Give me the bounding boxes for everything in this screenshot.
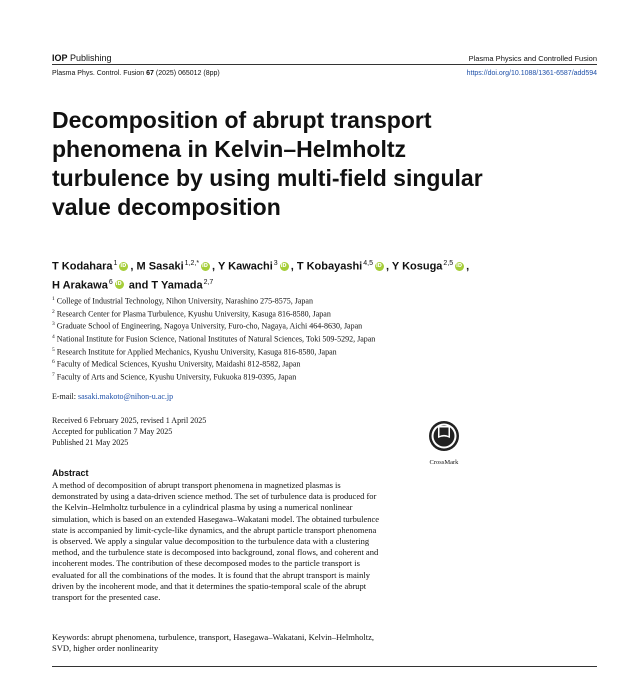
author-name[interactable]: T Kobayashi [296, 260, 363, 273]
affiliation-text: Research Institute for Applied Mechanics, Kyushu University, Kasuga 816-8580, Japan [56, 347, 337, 357]
publisher-brand [52, 53, 112, 63]
paper-title [52, 106, 572, 222]
abstract-line: is observed. We apply a singular value decomposition to the turbulence data with a clustering [52, 536, 370, 547]
abstract-line: the Kelvin–Helmholtz turbulence in a cylindrical plasma by using a numerical nonlinear [52, 502, 353, 513]
author-separator: and [125, 279, 152, 292]
brand-bold: IOP [52, 53, 68, 63]
affiliation-text: National Institute for Fusion Science, National Institutes of Natural Sciences, Toki 509-5292, Japan [56, 334, 376, 344]
keywords-line: SVD, higher order nonlinearity [52, 643, 159, 654]
affiliation-item [52, 370, 375, 383]
author-affil-sup: 4,5 [363, 260, 373, 267]
author-name[interactable]: Y Kawachi [217, 260, 273, 273]
affiliation-text: Graduate School of Engineering, Nagoya University, Furo-cho, Nagaya, Aichi 464-8630, Japan [56, 321, 363, 331]
date-line: Published 21 May 2025 [52, 438, 129, 447]
orcid-icon[interactable] [280, 262, 289, 271]
date-line: Received 6 February 2025, revised 1 April 2025 [52, 416, 207, 425]
author-name[interactable]: T Yamada [151, 279, 203, 292]
author-affil-sup: 1 [113, 260, 118, 267]
author-name[interactable]: H Arakawa [52, 279, 108, 292]
citation-prefix: Plasma Phys. Control. Fusion [52, 70, 147, 77]
corresponding-email [52, 392, 173, 401]
affiliation-item [52, 357, 375, 370]
abstract-line: transport for the presented case. [52, 592, 161, 603]
author-affil-sup: 3 [273, 260, 278, 267]
citation-suffix: (2025) 065012 (8pp) [153, 70, 220, 77]
doi-link[interactable]: https://doi.org/10.1088/1361-6587/add594 [466, 70, 597, 77]
abstract-line: driven by the incoherent mode, and that it determines the spatio-temporal scale of the abrupt [52, 580, 367, 591]
email-link[interactable]: sasaki.makoto@nihon-u.ac.jp [78, 392, 174, 401]
publication-dates [52, 415, 206, 448]
affiliation-text: Faculty of Medical Sciences, Kyushu University, Maidashi 812-8582, Japan [56, 359, 301, 369]
abstract-line: A method of decomposition of abrupt transport phenomena in magnetized plasmas is [52, 480, 341, 490]
author-line [52, 275, 572, 294]
crossmark-icon [428, 420, 460, 452]
affiliation-item [52, 319, 375, 332]
author-affil-sup: 2,7 [203, 278, 214, 286]
affiliation-list [52, 294, 375, 383]
abstract-line: incoherent modes. The contribution of these decomposed modes to the particle transport is [52, 558, 360, 569]
crossmark-label: CrossMark [429, 459, 459, 466]
abstract-heading: Abstract [52, 468, 89, 478]
affiliation-item [52, 345, 375, 358]
abstract-body [52, 480, 492, 603]
affiliation-number: 3 [52, 321, 55, 328]
affiliation-item [52, 307, 375, 320]
author-separator: , [130, 260, 137, 273]
title-line: value decomposition [52, 194, 281, 220]
orcid-icon[interactable] [119, 262, 128, 271]
abstract-line: demonstrated by using a data-driven science method. The set of turbulence data is produced for [52, 491, 377, 502]
header-divider [52, 64, 597, 65]
affiliation-number: 6 [52, 359, 55, 366]
affiliation-item [52, 332, 375, 345]
footer-divider [52, 666, 597, 667]
affiliation-text: Research Center for Plasma Turbulence, Kyushu University, Kasuga 816-8580, Japan [56, 309, 331, 319]
orcid-icon[interactable] [455, 262, 464, 271]
email-label: E-mail: [52, 392, 78, 401]
title-line: turbulence by using multi-field singular [52, 165, 483, 191]
brand-rest: Publishing [67, 53, 112, 63]
affiliation-item [52, 294, 375, 307]
affiliation-number: 5 [52, 346, 55, 353]
crossmark-button[interactable] [426, 420, 462, 466]
abstract-line: method, and the turbulence state is decomposed into background, zonal flows, and coherent and [52, 547, 379, 558]
affiliation-number: 4 [52, 333, 55, 340]
journal-name: Plasma Physics and Controlled Fusion [468, 54, 597, 63]
affiliation-text: Faculty of Arts and Science, Kyushu University, Fukuoka 819-0395, Japan [56, 372, 297, 382]
abstract-line: state is accompanied by limit-cycle-like dynamics, and the abrupt particle transport phenomena [52, 524, 377, 535]
citation [52, 70, 220, 77]
keywords-line: Keywords: abrupt phenomena, turbulence, transport, Hasegawa–Wakatani, Kelvin–Helmholtz, [52, 632, 374, 642]
author-list [52, 256, 572, 293]
author-affil-sup: 6 [108, 278, 113, 286]
author-separator: , [466, 260, 470, 273]
author-name[interactable]: T Kodahara [52, 260, 113, 273]
orcid-icon[interactable] [115, 280, 124, 289]
orcid-icon[interactable] [201, 262, 210, 271]
title-line: Decomposition of abrupt transport [52, 107, 432, 133]
author-name[interactable]: M Sasaki [136, 260, 184, 273]
author-affil-sup: 2,5 [443, 260, 454, 267]
keywords [52, 632, 492, 654]
abstract-line: simulation, which is based on an extended Hasegawa–Wakatani model. The obtained turbulence [52, 513, 380, 524]
citation-volume: 67 [146, 70, 154, 77]
orcid-icon[interactable] [375, 262, 384, 271]
date-line: Accepted for publication 7 May 2025 [52, 427, 173, 436]
title-line: phenomena in Kelvin–Helmholtz [52, 136, 406, 162]
affiliation-number: 2 [52, 308, 55, 315]
affiliation-number: 7 [52, 371, 55, 378]
affiliation-number: 1 [52, 296, 55, 302]
author-separator: , [212, 260, 218, 273]
author-separator: , [290, 260, 297, 273]
affiliation-text: College of Industrial Technology, Nihon University, Narashino 275-8575, Japan [56, 296, 313, 306]
author-separator: , [385, 260, 392, 273]
abstract-line: evaluated for all the combinations of the modes. It is found that the abrupt transport is mainly [52, 569, 370, 580]
author-line [52, 256, 572, 275]
author-affil-sup: 1,2,* [184, 260, 200, 267]
author-name[interactable]: Y Kosuga [391, 260, 443, 273]
